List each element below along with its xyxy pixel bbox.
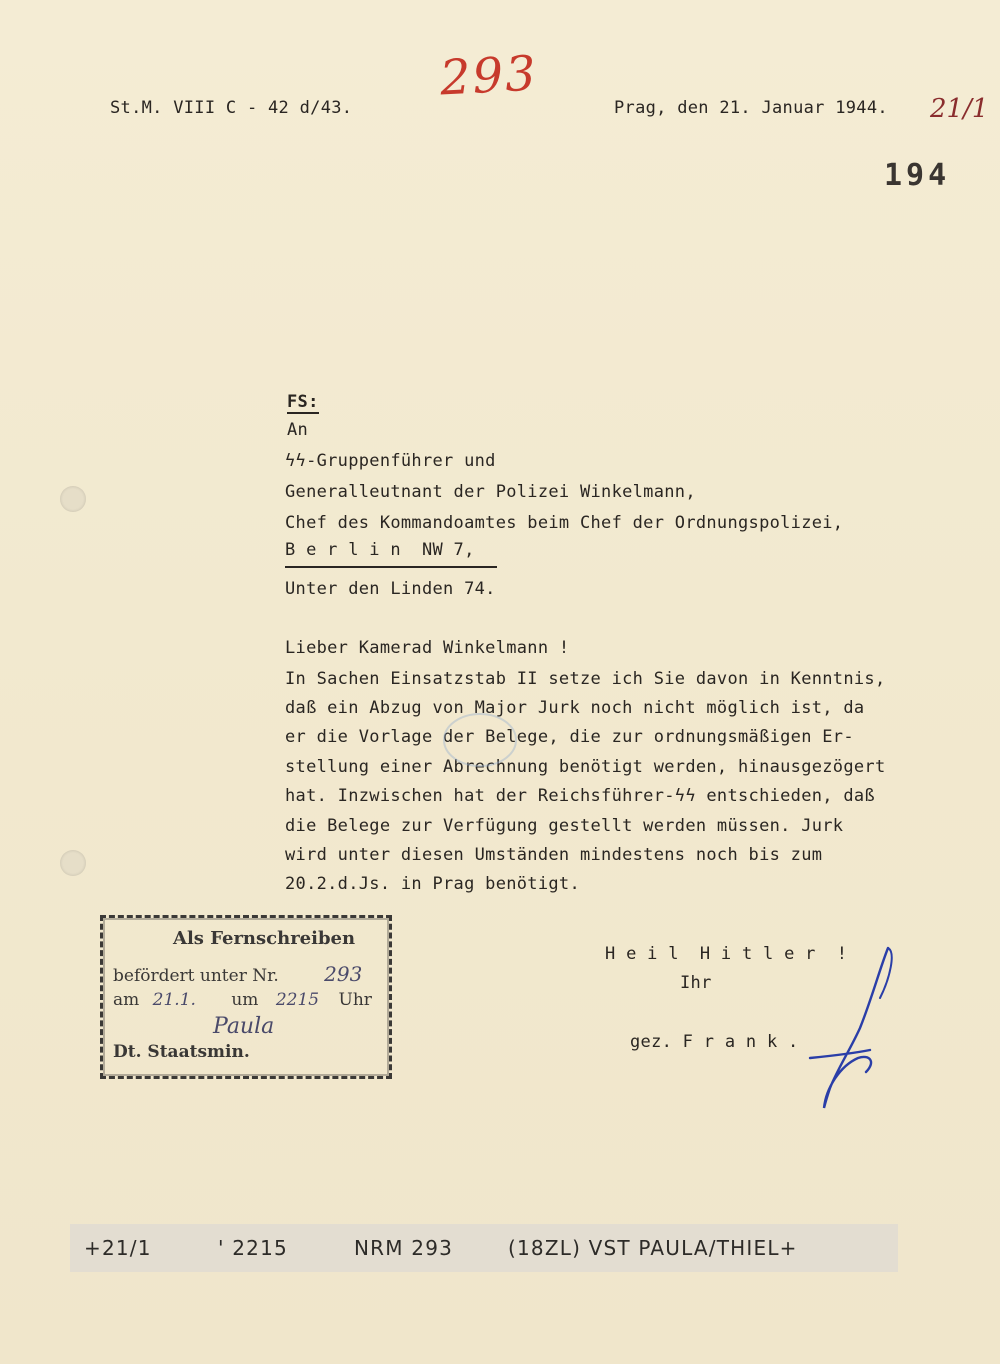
stamp-line-1	[113, 962, 362, 986]
stamp-label-befoerdert: befördert unter Nr.	[113, 966, 279, 986]
body-line: In Sachen Einsatzstab II setze ich Sie davon in Kenntnis,	[285, 669, 886, 689]
address-line-1: ϟϟ-Gruppenführer und	[285, 451, 496, 471]
stamp-label-um: um	[231, 990, 259, 1010]
stamp-office-label: Dt. Staatsmin.	[113, 1042, 250, 1062]
stamp-title: Als Fernschreiben	[173, 928, 356, 949]
reference-number: St.M. VIII C - 42 d/43.	[110, 98, 353, 118]
stamp-line-2	[113, 990, 372, 1010]
handwritten-date-mark: 21/1	[930, 94, 989, 124]
punch-hole-top	[60, 486, 86, 512]
handwritten-document-number: 293	[438, 45, 540, 107]
telex-strip	[70, 1224, 898, 1272]
address-city: B e r l i n NW 7,	[285, 540, 497, 568]
body-line: stellung einer Abrechnung benötigt werden, hinausgezögert	[285, 757, 886, 777]
stamp-office	[113, 1042, 250, 1062]
body-line: wird unter diesen Umständen mindestens noch bis zum	[285, 845, 823, 865]
telex-part-3: NRM 293	[354, 1236, 454, 1260]
handwritten-signature-icon	[780, 938, 900, 1118]
fs-label: FS:	[287, 392, 319, 412]
telex-part-2: ' 2215	[218, 1236, 288, 1260]
body-line: er die Vorlage der Belege, die zur ordnungsmäßigen Er-	[285, 727, 854, 747]
faint-seal-icon	[440, 710, 520, 770]
stamp-operator: Paula	[213, 1014, 275, 1039]
salutation: Lieber Kamerad Winkelmann !	[285, 638, 570, 658]
telex-part-4: (18ZL) VST PAULA/THIEL+	[508, 1236, 798, 1260]
telex-dispatch-stamp	[100, 915, 392, 1079]
stamp-number-value: 293	[324, 962, 363, 986]
date-line: Prag, den 21. Januar 1944.	[614, 98, 888, 118]
address-an: An	[287, 420, 309, 440]
address-street: Unter den Linden 74.	[285, 579, 496, 599]
stamp-time-value: 2215	[275, 990, 320, 1010]
body-line: daß ein Abzug von Major Jurk noch nicht möglich ist, da	[285, 698, 865, 718]
body-line: hat. Inzwischen hat der Reichsführer-ϟϟ entschieden, daß	[285, 786, 875, 806]
closing-signed: gez. F r a n k .	[630, 1032, 799, 1052]
stamp-date-value: 21.1.	[152, 990, 196, 1010]
body-line: die Belege zur Verfügung gestellt werden müssen. Jurk	[285, 816, 844, 836]
telex-part-1: +21/1	[84, 1236, 152, 1260]
closing-ihr: Ihr	[680, 973, 712, 993]
stamp-label-uhr: Uhr	[338, 990, 372, 1010]
body-line: 20.2.d.Js. in Prag benötigt.	[285, 874, 580, 894]
closing-greeting: H e i l H i t l e r !	[605, 944, 848, 964]
address-line-2: Generalleutnant der Polizei Winkelmann,	[285, 482, 696, 502]
punch-hole-bottom	[60, 850, 86, 876]
stamp-label-am: am	[113, 990, 140, 1010]
address-line-3: Chef des Kommandoamtes beim Chef der Ordnungspolizei,	[285, 513, 844, 533]
folio-number: 194	[884, 158, 951, 193]
